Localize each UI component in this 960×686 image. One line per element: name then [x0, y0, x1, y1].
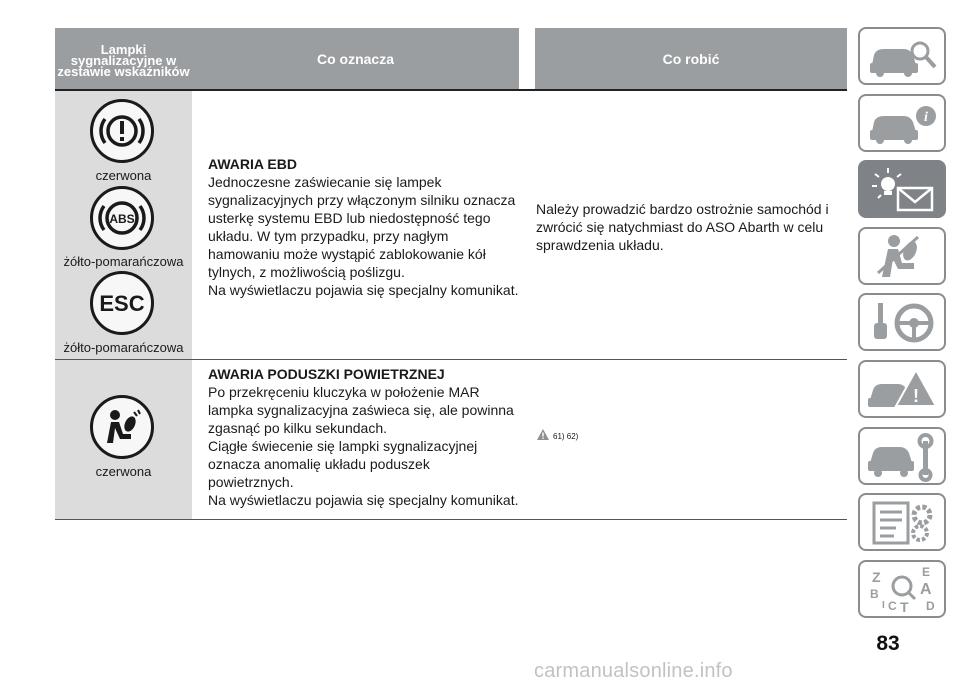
- svg-text:D: D: [926, 599, 935, 613]
- lamp-color-label: czerwona: [95, 464, 152, 479]
- meaning-line: usterkę systemu EBD lub niedostępność tego: [208, 210, 491, 226]
- warning-note: [536, 428, 578, 441]
- lamp-color-label: żółto-pomarańczowa: [63, 254, 184, 269]
- tab-starting-driving[interactable]: [858, 293, 946, 351]
- svg-text:T: T: [900, 599, 909, 615]
- watermark: carmanualsonline.info: [534, 660, 733, 682]
- page-number: 83: [876, 632, 900, 655]
- svg-text:A: A: [920, 581, 932, 598]
- meaning-line: Jednoczesne zaświecanie się lampek: [208, 174, 442, 190]
- row1-action: [536, 200, 846, 254]
- svg-text:I: I: [882, 600, 885, 611]
- tab-technical-data[interactable]: [858, 493, 946, 551]
- key-steering-wheel-icon: [860, 295, 944, 349]
- header-meaning: Co oznacza: [192, 28, 519, 89]
- meaning-line: układu. W tym przypadku, przy nagłym: [208, 228, 449, 244]
- action-line: Należy prowadzić bardzo ostrożnie samochód i: [536, 201, 829, 217]
- tab-car-search[interactable]: [858, 27, 946, 85]
- tab-alphabetical-index[interactable]: [858, 560, 946, 618]
- svg-text:i: i: [924, 110, 928, 125]
- car-search-icon: [860, 29, 944, 83]
- abs-icon-text: ABS: [109, 212, 135, 226]
- tab-emergency[interactable]: [858, 360, 946, 418]
- tab-warning-lights[interactable]: [858, 160, 946, 218]
- tab-airbag-safety[interactable]: [858, 227, 946, 285]
- esc-icon: [90, 271, 154, 335]
- note-references: 61) 62): [553, 432, 579, 441]
- meaning-line: Po przekręceniu kluczyka w położenie MAR: [208, 384, 480, 400]
- meaning-line: Ciągłe świecenie się lampki sygnalizacyjnej: [208, 438, 478, 454]
- svg-text:E: E: [922, 565, 931, 579]
- car-info-icon: [860, 96, 944, 150]
- svg-text:!: !: [913, 386, 919, 406]
- meaning-line: zgasnąć po kilku sekundach.: [208, 420, 387, 436]
- row2-meaning: [208, 365, 528, 509]
- airbag-icon: [90, 395, 154, 459]
- header-action: Co robić: [535, 28, 847, 89]
- svg-text:B: B: [870, 587, 879, 601]
- tab-maintenance[interactable]: [858, 427, 946, 485]
- car-warning-triangle-icon: [860, 362, 944, 416]
- meaning-line: oznacza anomalię układu poduszek: [208, 456, 430, 472]
- meaning-title: AWARIA PODUSZKI POWIETRZNEJ: [208, 366, 445, 382]
- meaning-line: tylnych, z możliwością poślizgu.: [208, 264, 405, 280]
- warning-triangle-icon: [536, 428, 550, 441]
- svg-text:Z: Z: [872, 569, 881, 585]
- esc-icon-text: ESC: [99, 291, 145, 316]
- meaning-line: lampka sygnalizacyjna zaświeca się, ale powinna: [208, 402, 514, 418]
- meaning-line: Na wyświetlaczu pojawia się specjalny komunikat.: [208, 492, 519, 508]
- meaning-line: hamowaniu może wystąpić zablokowanie kół: [208, 246, 486, 262]
- brake-warning-icon: [90, 99, 154, 163]
- svg-text:C: C: [888, 599, 897, 613]
- airbag-seat-icon: [860, 229, 944, 283]
- action-line: zwrócić się natychmiast do ASO Abarth w celu: [536, 219, 824, 235]
- meaning-line: sygnalizacyjnych przy włączonym silniku oznacza: [208, 192, 516, 208]
- abs-icon: [90, 186, 154, 250]
- car-wrench-icon: [860, 429, 944, 483]
- row1-meaning: [208, 155, 528, 299]
- document-gear-icon: [860, 495, 944, 549]
- lamp-color-label: żółto-pomarańczowa: [63, 340, 184, 355]
- meaning-line: powietrznych.: [208, 474, 294, 490]
- lamp-color-label: czerwona: [95, 168, 152, 183]
- tab-car-info[interactable]: [858, 94, 946, 152]
- alphabet-index-icon: [860, 562, 944, 616]
- header-lamps: Lampki sygnalizacyjne w zestawie wskaźników: [55, 28, 192, 89]
- warning-light-message-icon: [860, 162, 944, 216]
- table-bottom-rule: [55, 519, 847, 520]
- meaning-title: AWARIA EBD: [208, 156, 297, 172]
- meaning-line: Na wyświetlaczu pojawia się specjalny komunikat.: [208, 282, 519, 298]
- action-line: sprawdzenia układu.: [536, 237, 664, 253]
